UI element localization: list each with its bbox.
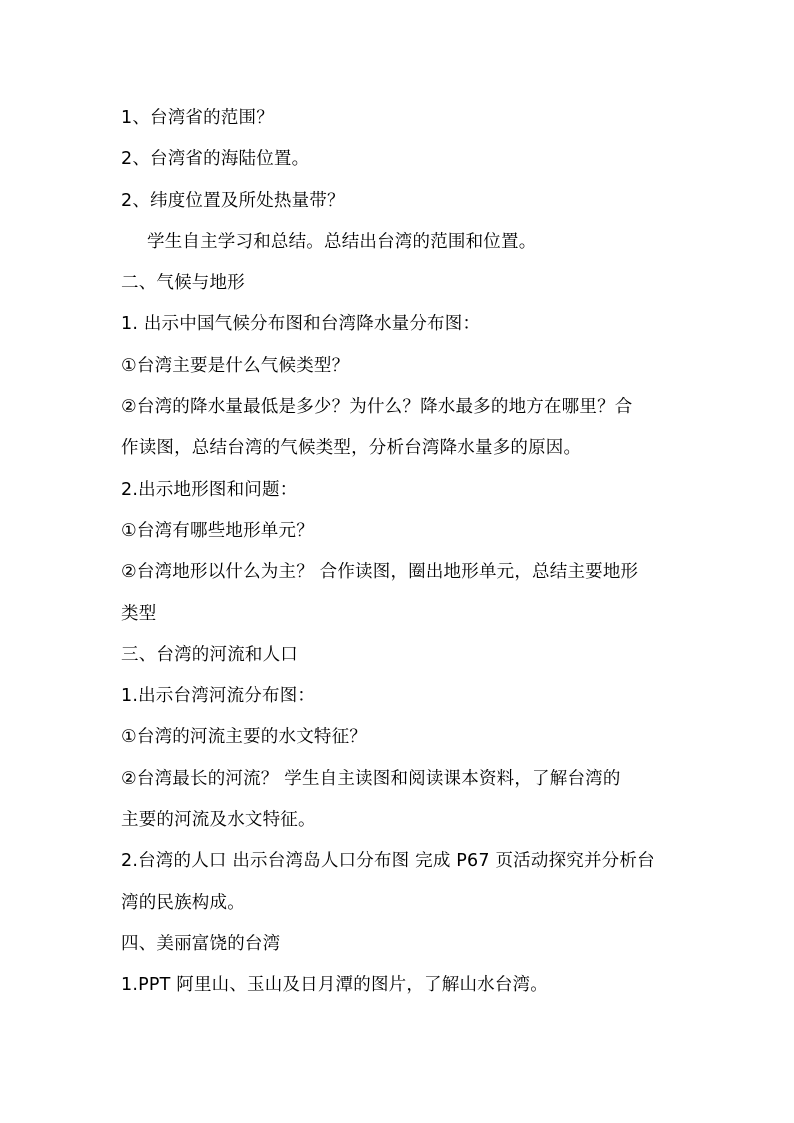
text-line: 湾的民族构成。	[121, 892, 245, 913]
section-heading: 四、美丽富饶的台湾	[121, 933, 281, 954]
text-line: 作读图，总结台湾的气候类型，分析台湾降水量多的原因。	[121, 438, 582, 459]
text-line: 主要的河流及水文特征。	[121, 810, 316, 831]
text-line: ①台湾有哪些地形单元？	[121, 520, 314, 541]
section-heading: 三、台湾的河流和人口	[121, 644, 298, 665]
text-line: 1.PPT 阿里山、玉山及日月潭的图片，了解山水台湾。	[121, 975, 548, 996]
section-heading: 二、气候与地形	[121, 273, 245, 294]
text-line: ①台湾主要是什么气候类型？	[121, 355, 350, 376]
text-line: 1.出示台湾河流分布图：	[121, 686, 316, 707]
text-line: ②台湾最长的河流？ 学生自主读图和阅读课本资料，了解台湾的	[121, 768, 621, 789]
text-line: 1. 出示中国气候分布图和台湾降水量分布图：	[121, 314, 481, 335]
text-line: 2.台湾的人口 出示台湾岛人口分布图 完成 P67 页活动探究并分析台	[121, 851, 655, 872]
document-body	[121, 103, 681, 1012]
text-line: ①台湾的河流主要的水文特征？	[121, 727, 367, 748]
text-line: 2.出示地形图和问题：	[121, 479, 298, 500]
text-line: 2、纬度位置及所处热量带？	[121, 190, 345, 211]
text-line: 2、台湾省的海陆位置。	[121, 149, 310, 170]
text-line: 学生自主学习和总结。总结出台湾的范围和位置。	[147, 231, 537, 252]
text-line: ②台湾地形以什么为主？ 合作读图，圈出地形单元，总结主要地形	[121, 562, 639, 583]
text-line: 类型	[121, 603, 157, 624]
text-line: ②台湾的降水量最低是多少？为什么？降水最多的地方在哪里？合	[121, 397, 633, 418]
text-line: 1、台湾省的范围？	[121, 108, 274, 128]
